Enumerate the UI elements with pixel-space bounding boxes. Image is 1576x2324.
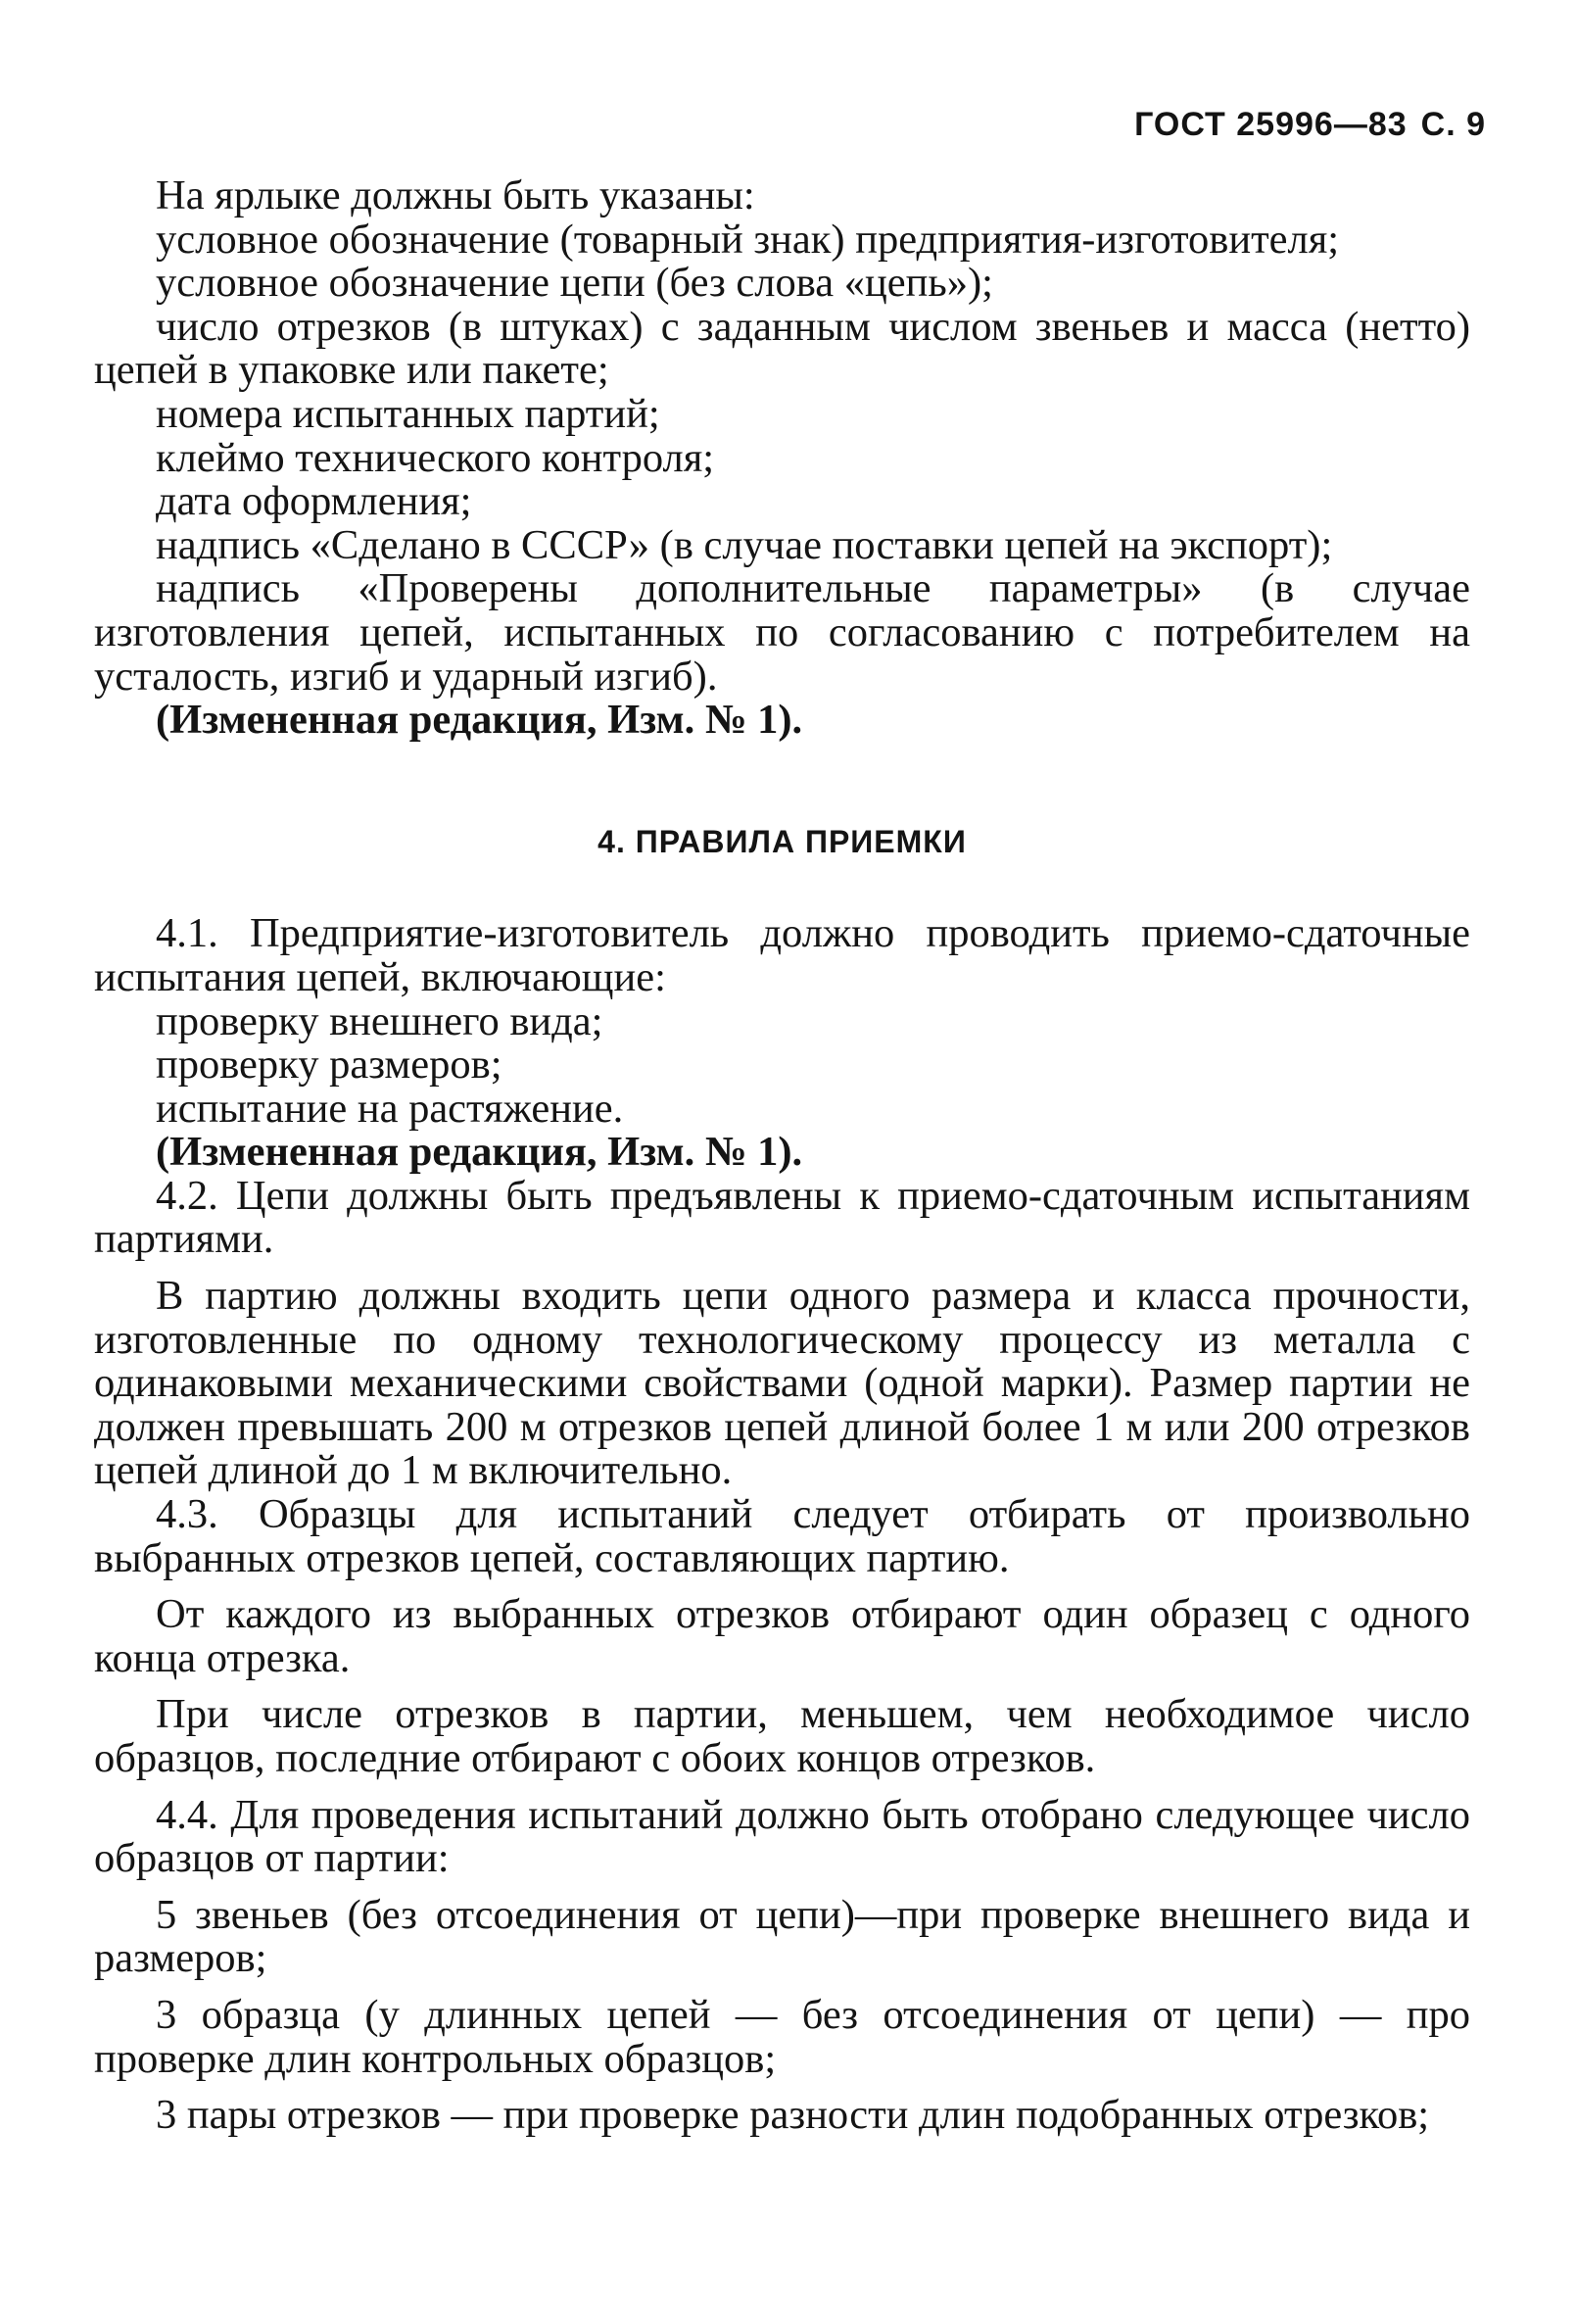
clause-4-2: 4.2. Цепи должны быть предъявлены к приемо-сдаточным испытаниям партиями.	[94, 1172, 1470, 1263]
paragraph: От каждого из выбранных отрезков отбирают один образец с одного конца отрезка.	[94, 1591, 1470, 1681]
list-item: условное обозначение (товарный знак) предприятия-изготовителя;	[156, 216, 1340, 263]
list-item: 3 образца (у длинных цепей — без отсоединения от цепи) — про проверке длин контрольных образцов;	[94, 1991, 1470, 2082]
list-item: число отрезков (в штуках) с заданным числом звеньев и масса (нетто) цепей в упаковке или пакете;	[94, 303, 1470, 394]
list-item: надпись «Проверены дополнительные параметры» (в случае изготовления цепей, испытанных по согласованию с потребителем на усталость, изгиб и ударный изгиб).	[94, 565, 1470, 700]
document-body	[94, 174, 1470, 2138]
paragraph: При числе отрезков в партии, меньшем, чем необходимое число образцов, последние отбирают с обоих концов отрезков.	[94, 1691, 1470, 1781]
amendment-note: (Измененная редакция, Изм. № 1).	[156, 1129, 803, 1176]
paragraph: На ярлыке должны быть указаны:	[156, 172, 755, 218]
list-item: проверку размеров;	[156, 1041, 502, 1089]
list-item: 3 пары отрезков — при проверке разности длин подобранных отрезков;	[156, 2092, 1430, 2139]
amendment-note: (Измененная редакция, Изм. № 1).	[156, 697, 803, 744]
list-item: условное обозначение цепи (без слова «цепь»);	[156, 260, 993, 307]
list-item: надпись «Сделано в СССР» (в случае поставки цепей на экспорт);	[156, 521, 1333, 568]
page-number: С. 9	[1420, 106, 1486, 143]
standard-number: ГОСТ 25996—83	[1134, 106, 1408, 143]
clause-4-1: 4.1. Предприятие-изготовитель должно проводить приемо-сдаточные испытания цепей, включающие:	[94, 910, 1470, 1000]
clause-4-3: 4.3. Образцы для испытаний следует отбирать от произвольно выбранных отрезков цепей, составляющих партию.	[94, 1491, 1470, 1581]
page-header	[1134, 106, 1486, 144]
list-item: 5 звеньев (без отсоединения от цепи)—при проверке внешнего вида и размеров;	[94, 1891, 1470, 1982]
list-item: номера испытанных партий;	[156, 390, 660, 437]
list-item: клеймо технического контроля;	[156, 434, 715, 481]
list-item: испытание на растяжение.	[156, 1085, 624, 1132]
clause-4-4: 4.4. Для проведения испытаний должно быть отобрано следующее число образцов от партии:	[94, 1791, 1470, 1882]
paragraph: В партию должны входить цепи одного размера и класса прочности, изготовленные по одному технологическому процессу из металла с одинаковыми механическими свойствами (одной марки). Размер партии не должен превышать 200 м отрезков цепей длиной более 1 м или 200 отрезков цепей длиной до 1 м включительно.	[94, 1273, 1470, 1494]
list-item: проверку внешнего вида;	[156, 997, 603, 1044]
list-item: дата оформления;	[156, 478, 472, 525]
section-heading: 4. ПРАВИЛА ПРИЕМКИ	[597, 823, 967, 859]
